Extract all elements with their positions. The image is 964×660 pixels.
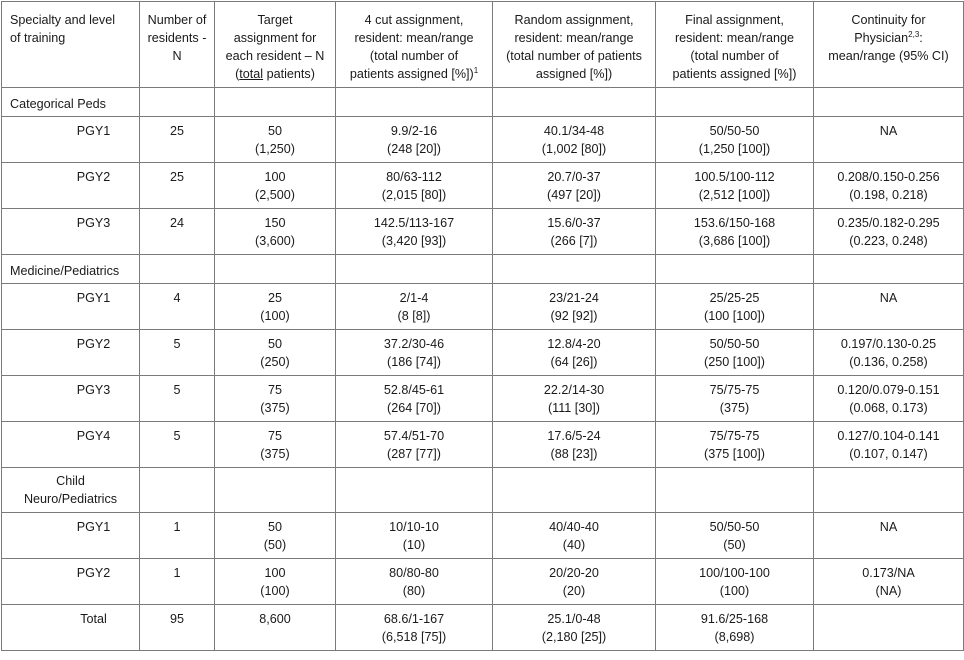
cell-final-line: (100 [100]) <box>704 309 765 323</box>
section-row-child-neuro <box>2 468 964 513</box>
cell-continuity-line: (0.107, 0.147) <box>849 447 928 461</box>
header-continuity: Continuity for Physician$^{2,3}$: mean/range (95% CI) <box>814 2 964 88</box>
cell-final-line: 91.6/25-168 <box>700 612 769 626</box>
cell-level: PGY1 <box>2 284 140 330</box>
cell-residents: 5 <box>140 330 215 376</box>
cell-4cut-line: (80) <box>402 584 426 598</box>
cell-4cut-line: 10/10-10 <box>389 520 439 534</box>
header-4cut: 4 cut assignment, resident: mean/range (total number of patients assigned [%])$^1$ <box>336 2 493 88</box>
cell-final-line: 50/50-50 <box>709 124 760 138</box>
cell-continuity-line: (0.136, 0.258) <box>849 355 928 369</box>
cell-level: PGY2 <box>2 163 140 209</box>
cell-level: PGY2 <box>2 330 140 376</box>
cell-final-line: (8,698) <box>714 630 755 644</box>
section-label: Medicine/Pediatrics <box>2 255 140 284</box>
cell-continuity <box>814 163 964 209</box>
cell-target-line: 25 <box>267 291 282 305</box>
cell-target <box>215 422 336 468</box>
table-row <box>2 209 964 255</box>
cell-4cut <box>336 422 493 468</box>
cell-4cut-line: (248 [20]) <box>387 142 441 156</box>
cell-random-line: (2,180 [25]) <box>541 630 607 644</box>
cell-random-line: 40/40-40 <box>549 520 599 534</box>
table-row <box>2 376 964 422</box>
cell-level: PGY1 <box>2 513 140 559</box>
cell-target <box>215 284 336 330</box>
cell-final-line: 25/25-25 <box>709 291 760 305</box>
cell-4cut <box>336 117 493 163</box>
cell-4cut-line: 57.4/51-70 <box>383 429 445 443</box>
cell-4cut-line: (264 [70]) <box>387 401 441 415</box>
cell-random-line: (92 [92]) <box>550 309 598 323</box>
cell-final <box>656 330 814 376</box>
cell-random <box>493 284 656 330</box>
cell-continuity-line: 0.127/0.104-0.141 <box>837 429 940 443</box>
cell-4cut <box>336 513 493 559</box>
cell-4cut-line: (10) <box>402 538 426 552</box>
table-row <box>2 422 964 468</box>
cell-target-line: 75 <box>267 383 282 397</box>
cell-target <box>215 513 336 559</box>
cell-target <box>215 117 336 163</box>
cell-residents: 25 <box>140 163 215 209</box>
table-row <box>2 117 964 163</box>
cell-4cut <box>336 330 493 376</box>
section-label: Child Neuro/Pediatrics <box>2 468 140 513</box>
cell-random-line: 12.8/4-20 <box>547 337 601 351</box>
cell-residents: 95 <box>140 605 215 651</box>
cell-final <box>656 117 814 163</box>
cell-continuity-line: NA <box>879 124 898 138</box>
cell-random-line: (64 [26]) <box>550 355 598 369</box>
cell-random-line: 23/21-24 <box>549 291 599 305</box>
cell-final <box>656 376 814 422</box>
cell-4cut <box>336 559 493 605</box>
cell-4cut-line: 68.6/1-167 <box>383 612 445 626</box>
header-row <box>2 2 964 88</box>
table-row <box>2 559 964 605</box>
cell-target-line: (250) <box>260 355 290 369</box>
cell-random <box>493 422 656 468</box>
section-row-categorical-peds <box>2 88 964 117</box>
cell-continuity <box>814 513 964 559</box>
cell-4cut-line: 9.9/2-16 <box>390 124 438 138</box>
cell-target-line: 8,600 <box>259 612 291 626</box>
cell-4cut-line: (8 [8]) <box>397 309 431 323</box>
cell-target <box>215 163 336 209</box>
cell-4cut-line: 80/63-112 <box>386 170 442 184</box>
cell-final-line: 100.5/100-112 <box>694 170 775 184</box>
cell-4cut-line: 2/1-4 <box>399 291 429 305</box>
cell-continuity-line: NA <box>879 520 898 534</box>
cell-random <box>493 117 656 163</box>
cell-random-line: 15.6/0-37 <box>547 216 601 230</box>
cell-final-line: (3,686 [100]) <box>698 234 771 248</box>
cell-continuity <box>814 330 964 376</box>
cell-final-line: 153.6/150-168 <box>693 216 776 230</box>
cell-continuity <box>814 376 964 422</box>
cell-target-line: (50) <box>263 538 287 552</box>
cell-target-line: 100 <box>264 170 286 184</box>
cell-final-line: 50/50-50 <box>709 337 760 351</box>
header-residents: Number of residents - N <box>140 2 215 88</box>
cell-continuity <box>814 209 964 255</box>
cell-final-line: (100) <box>719 584 750 598</box>
cell-4cut-line: 37.2/30-46 <box>383 337 445 351</box>
cell-4cut-line: 80/80-80 <box>389 566 439 580</box>
table-row <box>2 284 964 330</box>
cell-final-line: 75/75-75 <box>709 383 760 397</box>
cell-4cut-line: (3,420 [93]) <box>381 234 447 248</box>
cell-continuity <box>814 117 964 163</box>
cell-final-line: (50) <box>723 538 746 552</box>
cell-continuity-line: NA <box>879 291 898 305</box>
section-label: Categorical Peds <box>2 88 140 117</box>
cell-random <box>493 605 656 651</box>
cell-target-line: 75 <box>267 429 282 443</box>
cell-target <box>215 330 336 376</box>
cell-continuity-line: 0.197/0.130-0.25 <box>840 337 937 351</box>
cell-target-line: 150 <box>264 216 286 230</box>
cell-random-line: 25.1/0-48 <box>547 612 601 626</box>
cell-final-line: (375) <box>719 401 750 415</box>
cell-target-line: 100 <box>264 566 286 580</box>
cell-final <box>656 605 814 651</box>
cell-continuity-line: (0.223, 0.248) <box>849 234 928 248</box>
header-specialty: Specialty and level of training <box>2 2 140 88</box>
cell-final-line: 100/100-100 <box>699 566 770 580</box>
cell-final-line: (375 [100]) <box>704 447 765 461</box>
cell-level: Total <box>2 605 140 651</box>
cell-4cut-line: (6,518 [75]) <box>381 630 447 644</box>
table-row <box>2 513 964 559</box>
cell-random <box>493 330 656 376</box>
cell-continuity-line: 0.173/NA <box>862 566 915 580</box>
cell-target <box>215 376 336 422</box>
cell-random <box>493 209 656 255</box>
total-row <box>2 605 964 651</box>
cell-continuity-line: (0.198, 0.218) <box>849 188 928 202</box>
cell-target-line: (375) <box>260 447 290 461</box>
cell-level: PGY3 <box>2 209 140 255</box>
cell-continuity-line: (0.068, 0.173) <box>849 401 928 415</box>
cell-4cut <box>336 163 493 209</box>
cell-random-line: (1,002 [80]) <box>541 142 607 156</box>
cell-random <box>493 513 656 559</box>
header-target: Target assignment for each resident – N (total patients) <box>215 2 336 88</box>
cell-target-line: 50 <box>267 520 282 534</box>
cell-final <box>656 513 814 559</box>
cell-residents: 5 <box>140 376 215 422</box>
cell-random-line: 22.2/14-30 <box>543 383 605 397</box>
cell-final <box>656 209 814 255</box>
cell-4cut-line: (186 [74]) <box>387 355 441 369</box>
table-row <box>2 163 964 209</box>
cell-4cut-line: 142.5/113-167 <box>373 216 455 230</box>
cell-level: PGY1 <box>2 117 140 163</box>
cell-residents: 1 <box>140 513 215 559</box>
cell-target-line: 50 <box>267 124 282 138</box>
cell-target-line: (2,500) <box>255 188 295 202</box>
cell-final <box>656 559 814 605</box>
cell-target <box>215 209 336 255</box>
cell-residents: 4 <box>140 284 215 330</box>
cell-target <box>215 559 336 605</box>
cell-continuity <box>814 284 964 330</box>
cell-final <box>656 163 814 209</box>
cell-target <box>215 605 336 651</box>
cell-4cut-line: (287 [77]) <box>387 447 441 461</box>
table-row <box>2 330 964 376</box>
cell-continuity-line: (NA) <box>875 584 902 598</box>
cell-4cut <box>336 376 493 422</box>
cell-level: PGY3 <box>2 376 140 422</box>
cell-continuity-line: 0.208/0.150-0.256 <box>837 170 940 184</box>
cell-target-line: (100) <box>260 309 290 323</box>
cell-final-line: 75/75-75 <box>709 429 760 443</box>
cell-residents: 25 <box>140 117 215 163</box>
cell-final-line: (250 [100]) <box>704 355 765 369</box>
results-table <box>1 1 964 651</box>
cell-random-line: (20) <box>562 584 586 598</box>
cell-4cut <box>336 209 493 255</box>
cell-4cut-line: (2,015 [80]) <box>381 188 447 202</box>
cell-random-line: 40.1/34-48 <box>543 124 605 138</box>
cell-final <box>656 284 814 330</box>
cell-random <box>493 163 656 209</box>
cell-level: PGY2 <box>2 559 140 605</box>
cell-residents: 1 <box>140 559 215 605</box>
cell-final-line: (1,250 [100]) <box>698 142 771 156</box>
cell-random-line: 17.6/5-24 <box>547 429 601 443</box>
cell-target-line: 50 <box>267 337 282 351</box>
cell-random <box>493 376 656 422</box>
cell-residents: 24 <box>140 209 215 255</box>
header-final: Final assignment, resident: mean/range (total number of patients assigned [%]) <box>656 2 814 88</box>
cell-random-line: 20/20-20 <box>549 566 599 580</box>
header-random: Random assignment, resident: mean/range (total number of patients assigned [%]) <box>493 2 656 88</box>
cell-residents: 5 <box>140 422 215 468</box>
cell-target-line: (100) <box>260 584 290 598</box>
cell-final-line: 50/50-50 <box>709 520 760 534</box>
cell-continuity-line: 0.235/0.182-0.295 <box>837 216 940 230</box>
cell-final-line: (2,512 [100]) <box>698 188 771 202</box>
cell-continuity <box>814 605 964 651</box>
cell-level: PGY4 <box>2 422 140 468</box>
cell-continuity-line: 0.120/0.079-0.151 <box>837 383 940 397</box>
cell-continuity <box>814 422 964 468</box>
cell-continuity <box>814 559 964 605</box>
cell-random-line: (40) <box>562 538 586 552</box>
cell-final <box>656 422 814 468</box>
cell-random-line: (111 [30]) <box>547 401 601 415</box>
cell-4cut <box>336 284 493 330</box>
cell-random-line: (88 [23]) <box>550 447 598 461</box>
cell-target-line: (1,250) <box>255 142 295 156</box>
cell-4cut-line: 52.8/45-61 <box>383 383 445 397</box>
cell-4cut <box>336 605 493 651</box>
cell-random <box>493 559 656 605</box>
cell-target-line: (3,600) <box>255 234 295 248</box>
cell-random-line: (497 [20]) <box>547 188 601 202</box>
cell-target-line: (375) <box>260 401 290 415</box>
cell-random-line: 20.7/0-37 <box>547 170 601 184</box>
section-row-medicine-pediatrics <box>2 255 964 284</box>
cell-random-line: (266 [7]) <box>550 234 598 248</box>
